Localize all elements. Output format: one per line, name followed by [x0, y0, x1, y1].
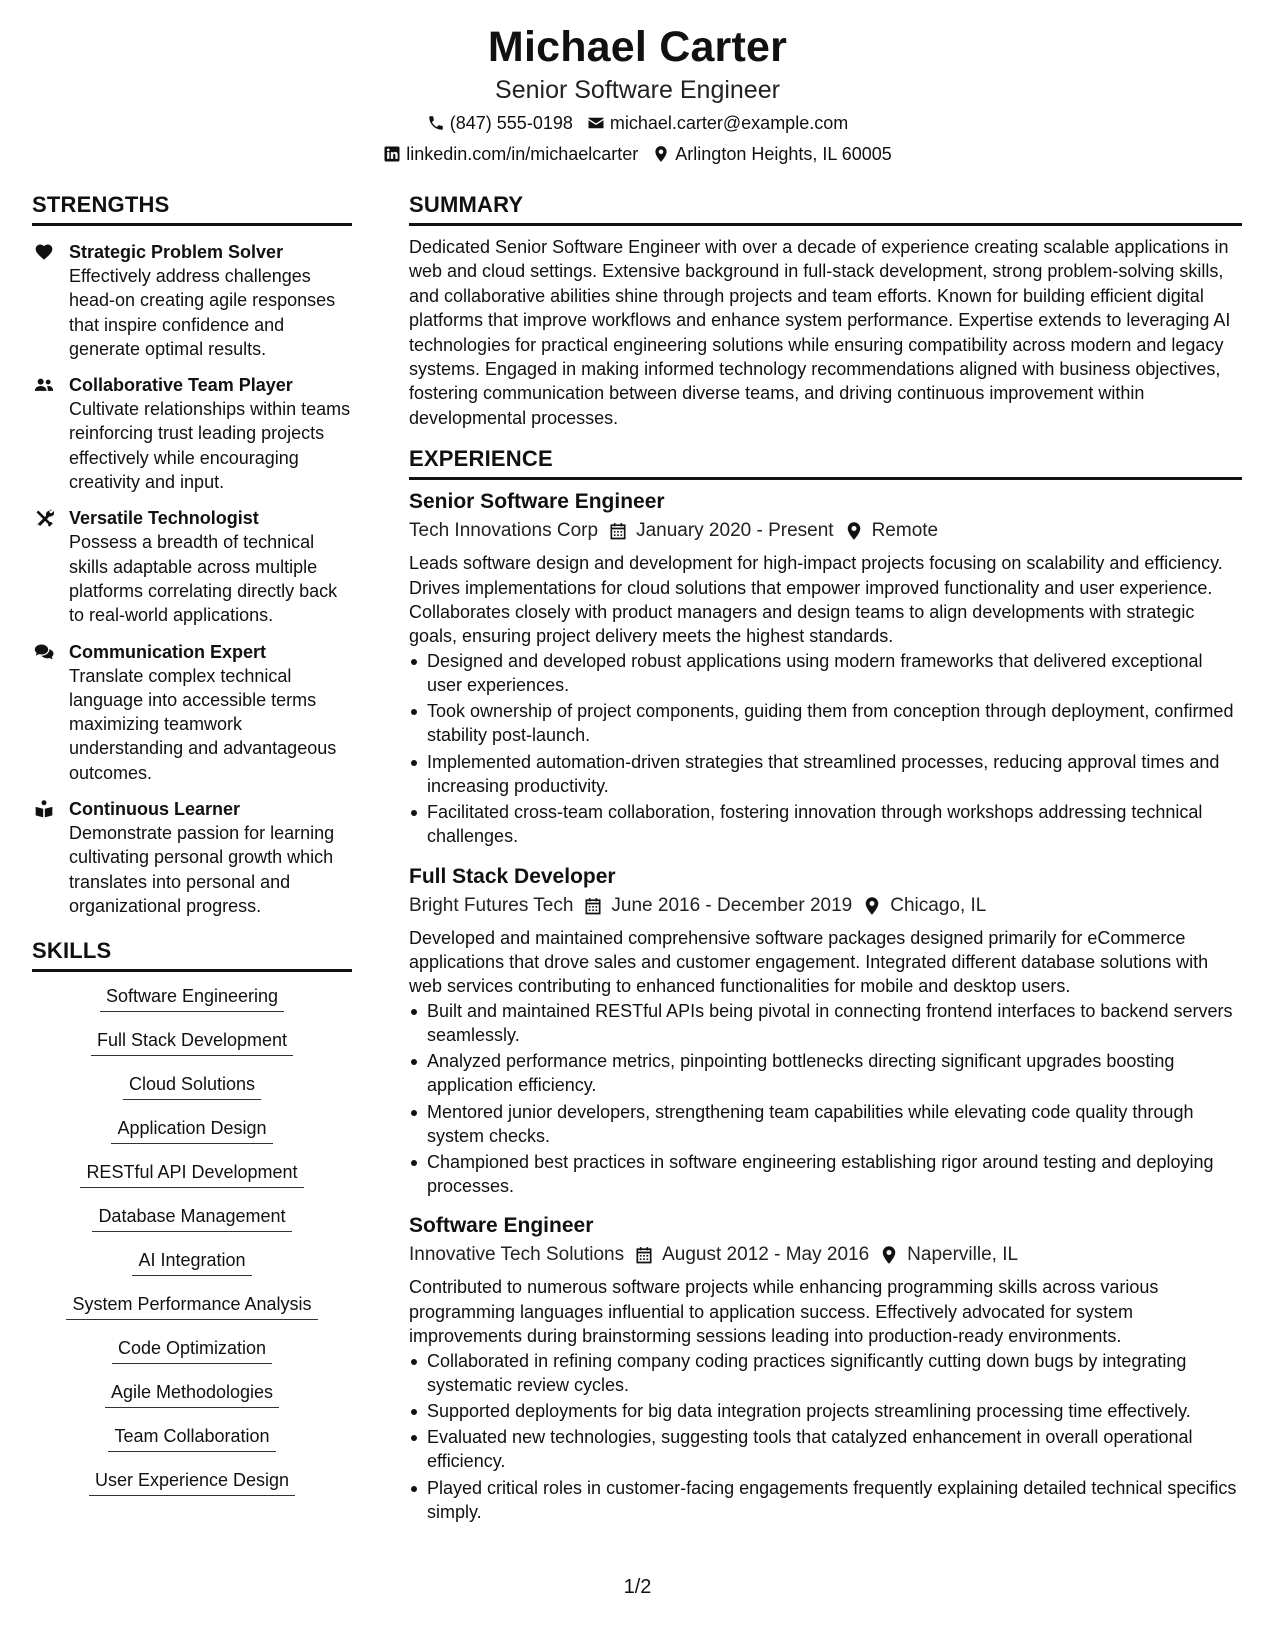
job-title: Full Stack Developer [409, 864, 616, 888]
calendar-icon [583, 896, 603, 916]
contact-row-primary [0, 112, 1275, 134]
linkedin-text: linkedin.com/in/michaelcarter [406, 144, 639, 164]
job-entry [409, 863, 1242, 1199]
list-item: Mentored junior developers, strengthening team capabilities while elevating code quality through system checks. [409, 1100, 1242, 1148]
strength-title: Communication Expert [69, 641, 267, 662]
job-bullets [409, 999, 1242, 1199]
skill-tag: Agile Methodologies [105, 1380, 279, 1408]
job-dates: June 2016 - December 2019 [611, 894, 853, 916]
job-location: Chicago, IL [890, 894, 987, 916]
right-column [409, 192, 1242, 1526]
job-dates: January 2020 - Present [636, 520, 834, 542]
skill-tag: Full Stack Development [91, 1028, 293, 1056]
page-number: 1/2 [623, 1576, 652, 1598]
linkedin-icon [383, 145, 401, 163]
strengths-heading: STRENGTHS [32, 192, 352, 226]
tools-icon [32, 506, 69, 627]
strength-desc: Possess a breadth of technical skills adaptable across multiple platforms correlating directly back to real-world applications. [69, 532, 338, 626]
user-group-icon [32, 373, 69, 494]
job-title: Senior Software Engineer [409, 490, 665, 514]
phone-icon [427, 114, 445, 132]
job-description: Contributed to numerous software projects while enhancing programming skills across various programming languages influential to application success. Effectively advocated for system improvements during brainstorming sessions leading into production-ready environments. [409, 1277, 1159, 1347]
strength-item [32, 640, 352, 785]
summary-heading: SUMMARY [409, 192, 1242, 226]
skill-tag: Cloud Solutions [123, 1072, 261, 1100]
strength-title: Strategic Problem Solver [69, 242, 284, 262]
job-meta [409, 893, 1242, 919]
experience-heading: EXPERIENCE [409, 446, 1242, 480]
list-item: Championed best practices in software engineering establishing rigor around testing and deploying processes. [409, 1150, 1242, 1198]
skill-tag: RESTful API Development [80, 1160, 303, 1188]
location-contact [652, 143, 891, 165]
job-location: Naperville, IL [907, 1244, 1019, 1266]
job-entry [409, 488, 1242, 848]
phone-contact [427, 112, 573, 134]
strengths-list [32, 240, 352, 918]
map-pin-icon [862, 896, 882, 916]
skill-tag: User Experience Design [89, 1468, 295, 1496]
skills-list [32, 984, 352, 1512]
list-item: Supported deployments for big data integration projects streamlining processing time effectively. [409, 1399, 1242, 1423]
list-item: Analyzed performance metrics, pinpointing bottlenecks directing significant upgrades boosting application efficiency. [409, 1049, 1242, 1097]
map-pin-icon [652, 145, 670, 163]
company-name: Innovative Tech Solutions [409, 1244, 625, 1266]
strength-item [32, 506, 352, 627]
list-item: Evaluated new technologies, suggesting tools that catalyzed enhancement in overall operational efficiency. [409, 1425, 1242, 1473]
list-item: Designed and developed robust applications using modern frameworks that delivered exceptional user experiences. [409, 649, 1242, 697]
email-contact[interactable] [587, 112, 848, 134]
job-description: Leads software design and development for high-impact projects focusing on scalability and efficiency. Drives implementations for cloud solutions that empower improved functionality and user experience. Collaborates closely with product managers and design teams to align developments with strategic goals, ensuring project delivery meets the highest standards. [409, 553, 1223, 647]
map-pin-icon [879, 1245, 899, 1265]
strength-item [32, 797, 352, 918]
summary-text: Dedicated Senior Software Engineer with over a decade of experience creating scalable applications in web and cloud settings. Extensive background in full-stack development, strong problem-solving skills, and collaborative abilities shine through projects and team efforts. Known for building efficient digital platforms that improve workflows and enhance system performance. Expertise extends to leveraging AI technologies for practical engineering solutions while ensuring compatibility across modern and legacy systems. Engaged in making informed technology recommendations aligned with business objectives, fostering communication between diverse teams, and driving continuous improvement within developmental processes. [409, 237, 1231, 428]
skill-tag: System Performance Analysis [66, 1292, 317, 1320]
skills-heading: SKILLS [32, 938, 352, 972]
job-dates: August 2012 - May 2016 [662, 1244, 870, 1266]
job-meta [409, 1242, 1242, 1268]
job-entry [409, 1212, 1242, 1524]
skill-tag: Team Collaboration [108, 1424, 275, 1452]
list-item: Facilitated cross-team collaboration, fostering innovation through workshops addressing technical challenges. [409, 800, 1242, 848]
strength-title: Collaborative Team Player [69, 375, 293, 396]
strength-item [32, 373, 352, 494]
calendar-icon [634, 1245, 654, 1265]
skill-tag: Software Engineering [100, 984, 284, 1012]
phone-text: (847) 555-0198 [449, 113, 573, 133]
calendar-icon [608, 521, 628, 541]
strength-desc: Effectively address challenges head-on creating agile responses that inspire confidence and generate optimal results. [69, 266, 336, 359]
envelope-icon [587, 114, 605, 132]
list-item: Implemented automation-driven strategies that streamlined processes, reducing approval times and increasing productivity. [409, 750, 1242, 798]
skill-tag: Code Optimization [112, 1336, 272, 1364]
contact-row-secondary [0, 143, 1275, 165]
strength-item [32, 240, 352, 361]
skill-tag: AI Integration [132, 1248, 251, 1276]
list-item: Built and maintained RESTful APIs being pivotal in connecting frontend interfaces to backend servers seamlessly. [409, 999, 1242, 1047]
location-text: Arlington Heights, IL 60005 [675, 144, 892, 164]
strength-title: Continuous Learner [69, 799, 241, 820]
heart-icon [32, 240, 69, 361]
left-column [32, 192, 352, 1512]
book-reader-icon [32, 797, 69, 918]
strength-title: Versatile Technologist [69, 508, 259, 529]
job-title: Software Engineer [409, 1214, 594, 1238]
job-bullets [409, 1349, 1242, 1524]
resume-header [0, 22, 1275, 165]
strength-desc: Translate complex technical language into accessible terms maximizing teamwork understanding and advantageous outcomes. [69, 665, 337, 783]
company-name: Bright Futures Tech [409, 894, 574, 916]
company-name: Tech Innovations Corp [409, 520, 599, 542]
list-item: Collaborated in refining company coding practices significantly cutting down bugs by integrating systematic review cycles. [409, 1349, 1242, 1397]
strength-desc: Cultivate relationships within teams reinforcing trust leading projects effectively while encouraging creativity and input. [69, 399, 351, 493]
skill-tag: Application Design [111, 1116, 272, 1144]
comments-icon [32, 640, 69, 785]
job-description: Developed and maintained comprehensive software packages designed primarily for eCommerce applications that drove sales and customer engagement. Integrated different database solutions with web services contributing to enhanced functionalities for mobile and desktop users. [409, 927, 1209, 997]
map-pin-icon [844, 521, 864, 541]
email-text: michael.carter@example.com [609, 113, 849, 133]
skill-tag: Database Management [92, 1204, 291, 1232]
job-bullets [409, 649, 1242, 849]
job-meta [409, 518, 1242, 544]
candidate-title: Senior Software Engineer [495, 76, 780, 104]
list-item: Played critical roles in customer-facing engagements frequently explaining detailed technical specifics simply. [409, 1476, 1242, 1524]
strength-desc: Demonstrate passion for learning cultivating personal growth which translates into personal and organizational progress. [69, 823, 335, 916]
list-item: Took ownership of project components, guiding them from conception through deployment, confirmed stability post-launch. [409, 699, 1242, 747]
candidate-name: Michael Carter [487, 23, 788, 71]
linkedin-contact[interactable] [383, 143, 638, 165]
job-location: Remote [871, 520, 939, 542]
